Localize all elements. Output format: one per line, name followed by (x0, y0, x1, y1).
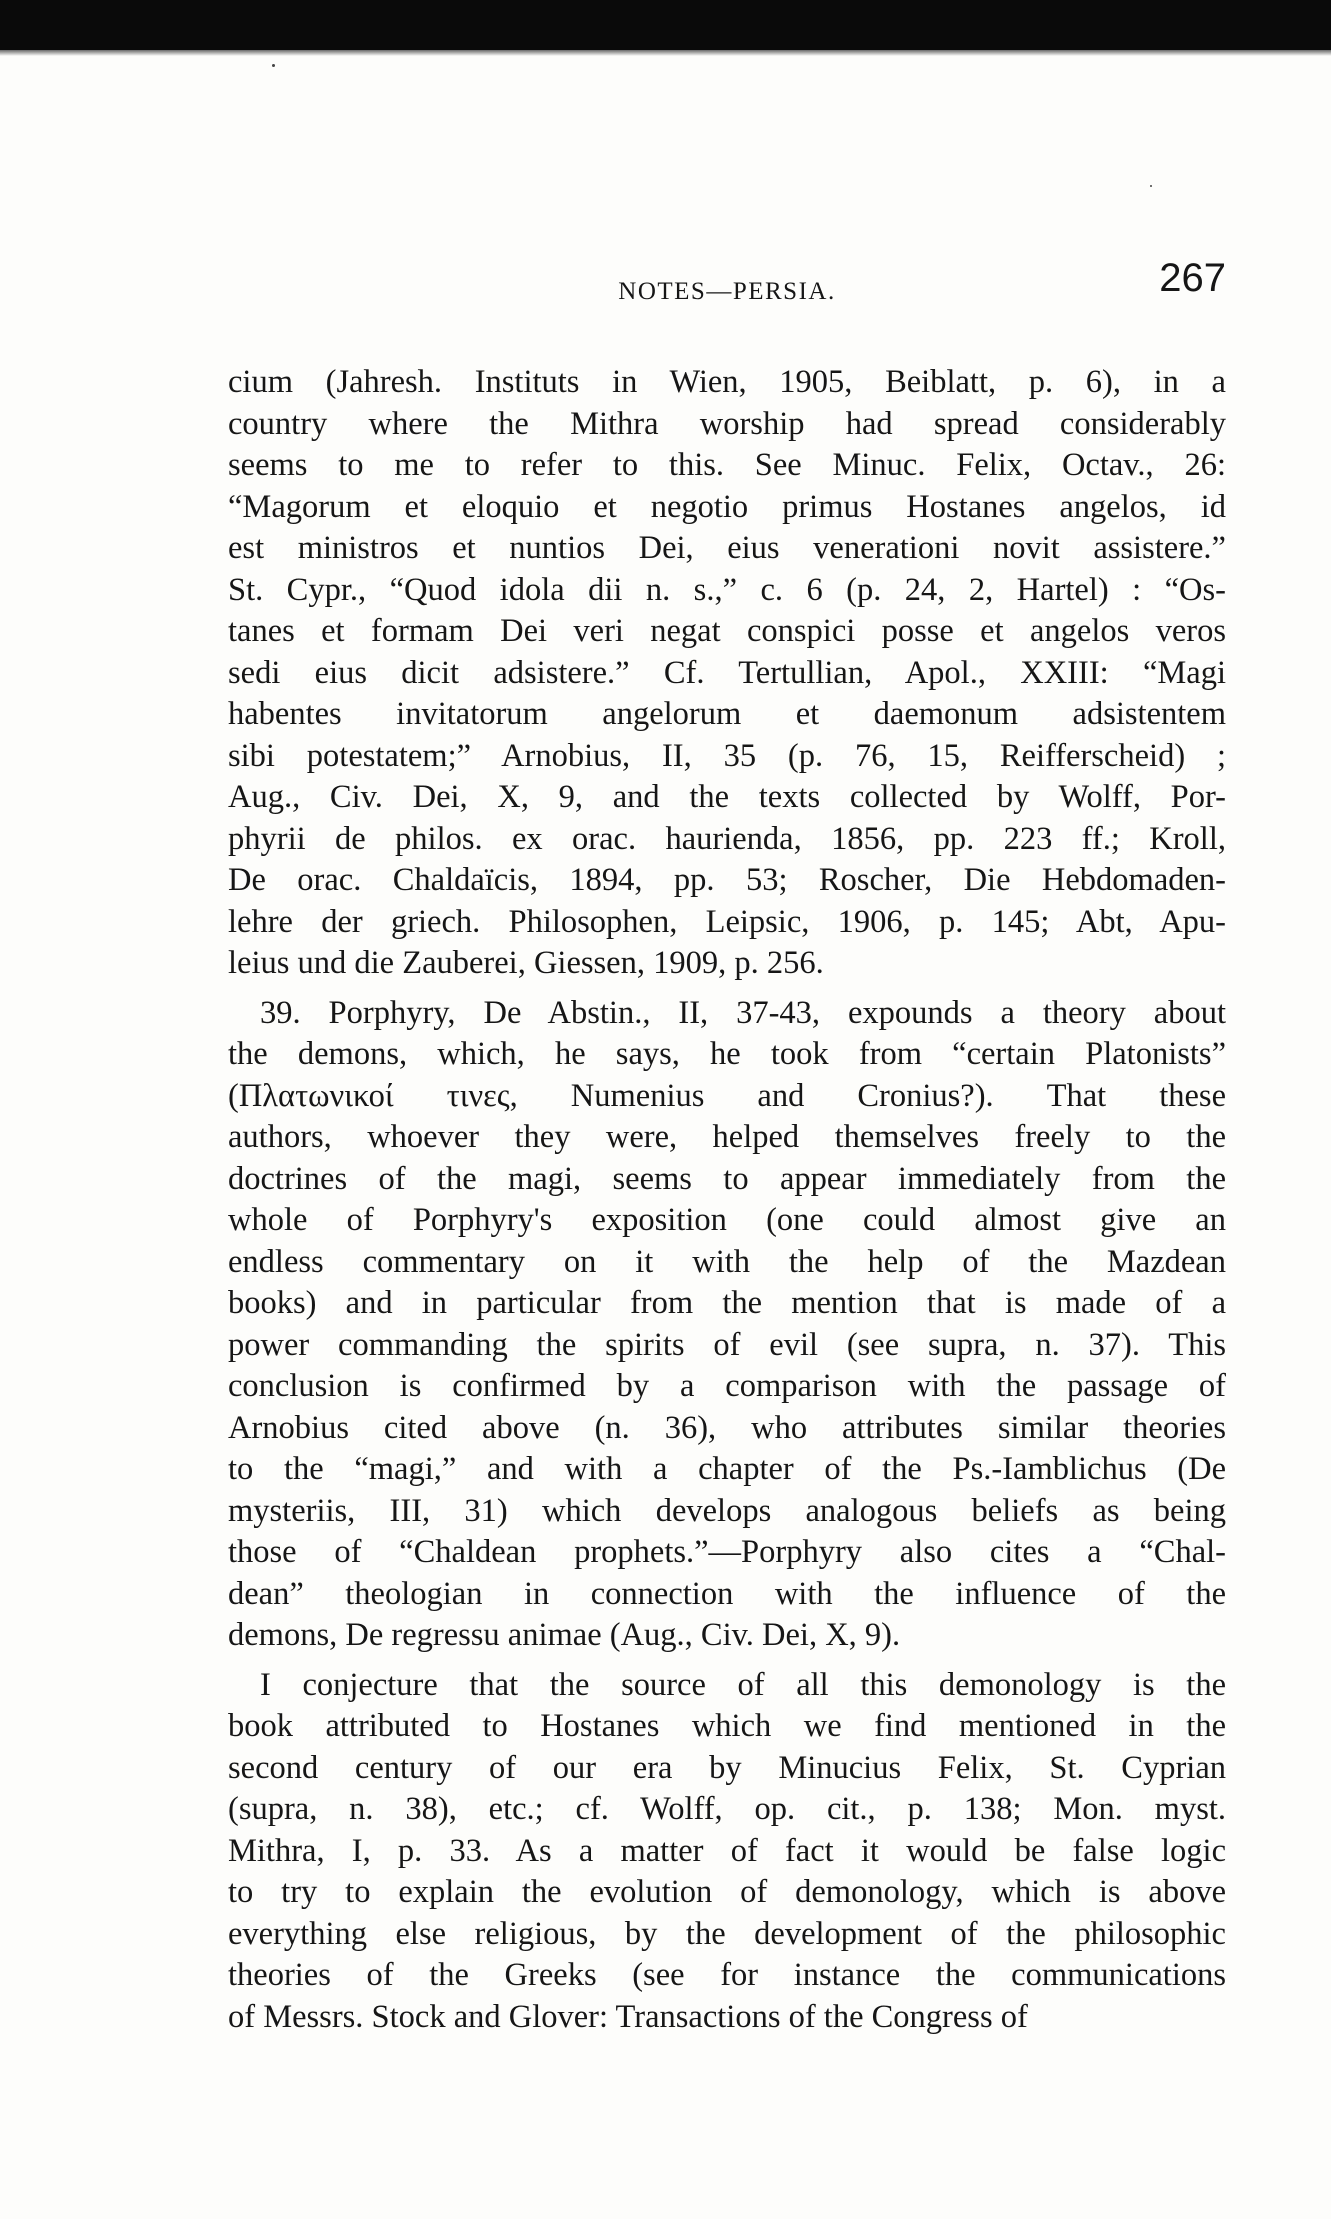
text-line: lehre der griech. Philosophen, Leipsic, 1906, p. 145; Abt, Apu- (228, 903, 1226, 940)
text-line: those of “Chaldean prophets.”—Porphyry also cites a “Chal- (228, 1534, 1226, 1570)
note-continuation-paragraph (228, 362, 1226, 985)
text-line: “Magorum et eloquio et negotio primus Hostanes angelos, id (228, 488, 1226, 525)
text-line: to the “magi,” and with a chapter of the Ps.-Iamblichus (De (228, 1451, 1226, 1487)
page-body (228, 362, 1226, 2038)
text-line: the demons, which, he says, he took from “certain Platonists” (228, 1036, 1226, 1072)
note-39-paragraph (228, 993, 1226, 1657)
text-line: to try to explain the evolution of demonology, which is above (228, 1874, 1226, 1910)
text-line: habentes invitatorum angelorum et daemonum adsistentem (228, 696, 1226, 732)
text-line: 39. Porphyry, De Abstin., II, 37-43, expounds a theory about (260, 994, 1226, 1031)
text-line: dean” theologian in connection with the influence of the (228, 1575, 1226, 1612)
text-line: whole of Porphyry's exposition (one could almost give an (228, 1202, 1226, 1238)
text-line: authors, whoever they were, helped themselves freely to the (228, 1119, 1226, 1155)
text-line: everything else religious, by the development of the philosophic (228, 1915, 1226, 1952)
scan-speck (1150, 185, 1152, 187)
text-line: St. Cypr., “Quod idola dii n. s.,” c. 6 (p. 24, 2, Hartel) : “Os- (228, 571, 1226, 608)
scan-top-border (0, 0, 1331, 50)
text-line: books) and in particular from the mention that is made of a (228, 1285, 1226, 1321)
text-line: est ministros et nuntios Dei, eius venerationi novit assistere.” (228, 530, 1226, 566)
scan-speck (272, 64, 275, 67)
text-line: (supra, n. 38), etc.; cf. Wolff, op. cit., p. 138; Mon. myst. (228, 1791, 1226, 1827)
text-line: conclusion is confirmed by a comparison with the passage of (228, 1368, 1226, 1404)
text-line: sedi eius dicit adsistere.” Cf. Tertullian, Apol., XXIII: “Magi (228, 654, 1226, 691)
page-number: 267 (1159, 256, 1226, 300)
text-line: Aug., Civ. Dei, X, 9, and the texts collected by Wolff, Por- (228, 779, 1226, 815)
text-line: demons, De regressu animae (Aug., Civ. Dei, X, 9). (228, 1617, 901, 1653)
text-line: theories of the Greeks (see for instance the communications (228, 1957, 1226, 1993)
text-line: Arnobius cited above (n. 36), who attributes similar theories (228, 1409, 1226, 1446)
scan-border-fade (0, 50, 1331, 56)
text-line: De orac. Chaldaïcis, 1894, pp. 53; Roscher, Die Hebdomaden- (228, 862, 1226, 898)
text-line: mysteriis, III, 31) which develops analogous beliefs as being (228, 1492, 1226, 1529)
text-line: leius und die Zauberei, Giessen, 1909, p. 256. (228, 945, 824, 981)
text-line: power commanding the spirits of evil (see supra, n. 37). This (228, 1326, 1226, 1363)
text-line: of Messrs. Stock and Glover: Transactions of the Congress of (228, 1998, 1028, 2035)
text-line: I conjecture that the source of all this demonology is the (260, 1666, 1226, 1703)
text-line: book attributed to Hostanes which we find mentioned in the (228, 1708, 1226, 1744)
text-line: tanes et formam Dei veri negat conspici posse et angelos veros (228, 613, 1226, 649)
text-line: seems to me to refer to this. See Minuc. Felix, Octav., 26: (228, 447, 1226, 483)
text-line: sibi potestatem;” Arnobius, II, 35 (p. 76, 15, Reifferscheid) ; (228, 737, 1226, 774)
text-line: second century of our era by Minucius Felix, St. Cyprian (228, 1749, 1226, 1786)
text-line: Mithra, I, p. 33. As a matter of fact it would be false logic (228, 1832, 1226, 1869)
text-line: (Πλατωνικοί τινες, Numenius and Cronius?). That these (228, 1077, 1226, 1114)
text-line: country where the Mithra worship had spread considerably (228, 405, 1226, 442)
conjecture-paragraph (228, 1665, 1226, 2039)
text-line: endless commentary on it with the help of the Mazdean (228, 1243, 1226, 1280)
text-line: cium (Jahresh. Instituts in Wien, 1905, Beiblatt, p. 6), in a (228, 364, 1226, 400)
text-line: phyrii de philos. ex orac. haurienda, 1856, pp. 223 ff.; Kroll, (228, 820, 1226, 857)
page-header (228, 256, 1226, 316)
text-line: doctrines of the magi, seems to appear immediately from the (228, 1160, 1226, 1197)
running-head: NOTES—PERSIA. (618, 278, 836, 305)
